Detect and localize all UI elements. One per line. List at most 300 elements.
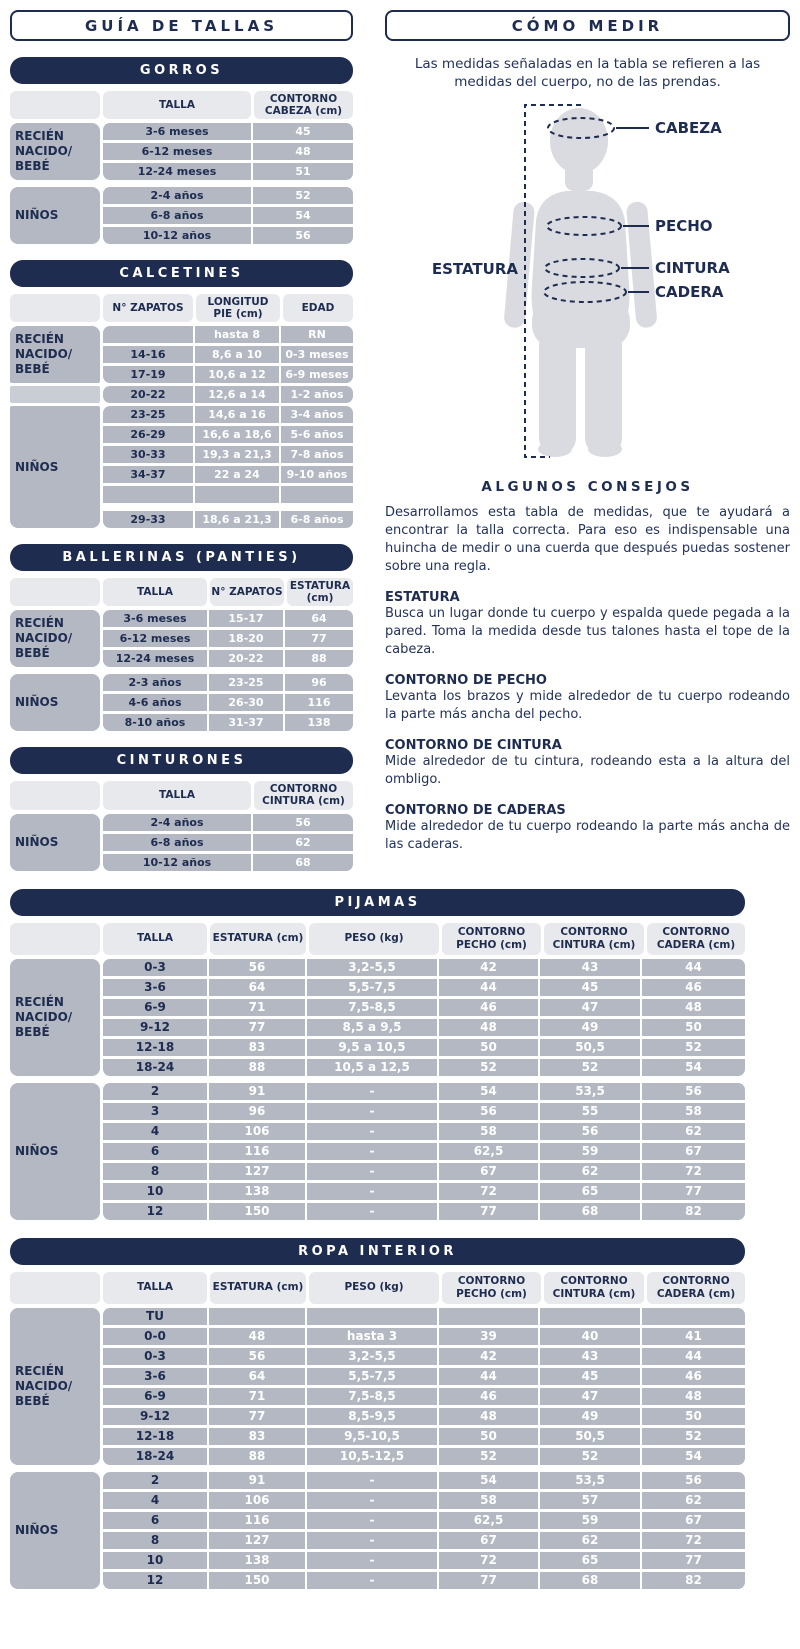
table-cell: 62	[642, 1123, 745, 1140]
table-cell: 30-33	[103, 446, 193, 463]
group-rows	[103, 123, 353, 180]
table-cell: 9-12	[103, 1408, 207, 1425]
calcetines-table	[10, 260, 353, 528]
table-cell: 0-3	[103, 959, 207, 976]
table-cell: 67	[439, 1532, 538, 1549]
table-group	[10, 386, 353, 403]
table-cell: 4-6 años	[103, 694, 207, 711]
table-cell: 45	[253, 123, 353, 140]
table-cell: 52	[540, 1448, 640, 1465]
table-cell: 67	[642, 1512, 745, 1529]
table-cell: hasta 8	[195, 326, 279, 343]
table-cell: 48	[439, 1019, 538, 1036]
table-cell	[642, 1308, 745, 1325]
table-cell: 56	[209, 1348, 305, 1365]
category-label: NIÑOS	[10, 187, 100, 244]
page-title: GUÍA DE TALLAS	[10, 10, 353, 41]
table-cell: 52	[439, 1448, 538, 1465]
table-cell: 6-9	[103, 1388, 207, 1405]
table-cell: 77	[439, 1572, 538, 1589]
table-group	[10, 959, 745, 1076]
ropa_interior-header-row	[10, 1272, 745, 1304]
table-row	[103, 1328, 745, 1345]
column-header: CONTORNO CINTURA (cm)	[544, 923, 644, 955]
table-cell: 5,5-7,5	[307, 979, 437, 996]
table-cell: 41	[642, 1328, 745, 1345]
table-cell: 1-2 años	[281, 386, 353, 403]
table-cell: 56	[642, 1083, 745, 1100]
table-row	[103, 630, 353, 647]
ballerinas-title-bar: BALLERINAS (PANTIES)	[10, 544, 353, 571]
gorros-header-row	[10, 91, 353, 119]
table-row	[103, 406, 353, 423]
table-cell: 62,5	[439, 1512, 538, 1529]
table-row	[103, 163, 353, 180]
table-cell	[209, 1308, 305, 1325]
table-cell: 62	[540, 1532, 640, 1549]
table-cell: -	[307, 1163, 437, 1180]
table-cell: 0-3 meses	[281, 346, 353, 363]
table-cell: 0-3	[103, 1348, 207, 1365]
table-cell: 14,6 a 16	[195, 406, 279, 423]
corner-cell	[10, 91, 100, 119]
table-cell: 62	[540, 1163, 640, 1180]
table-cell: -	[307, 1203, 437, 1220]
table-cell: 52	[642, 1428, 745, 1445]
consejo-section-text: Busca un lugar donde tu cuerpo y espalda quede pegada a la pared. Toma la medida desde tus talones hasta el tope de la cabeza.	[385, 606, 790, 658]
table-cell: 62	[642, 1492, 745, 1509]
table-group	[10, 674, 353, 731]
group-rows	[103, 1083, 745, 1220]
table-cell: 116	[209, 1143, 305, 1160]
table-cell	[103, 326, 193, 343]
column-header: CONTORNO CADERA (cm)	[647, 1272, 745, 1304]
group-rows	[103, 326, 353, 383]
table-cell: 72	[642, 1163, 745, 1180]
table-cell: 57	[540, 1492, 640, 1509]
table-cell: 7,5-8,5	[307, 1388, 437, 1405]
table-cell: 68	[540, 1572, 640, 1589]
table-cell: 77	[642, 1552, 745, 1569]
column-header: CONTORNO CADERA (cm)	[647, 923, 745, 955]
column-header: TALLA	[103, 91, 251, 119]
table-cell: 72	[439, 1552, 538, 1569]
table-cell: 64	[209, 1368, 305, 1385]
table-cell: 56	[642, 1472, 745, 1489]
table-cell: 50	[439, 1428, 538, 1445]
table-cell: -	[307, 1472, 437, 1489]
diagram-wrap	[385, 95, 790, 471]
table-cell: 10	[103, 1552, 207, 1569]
table-cell: 56	[253, 814, 353, 831]
table-cell: 8-10 años	[103, 714, 207, 731]
table-row	[103, 1308, 745, 1325]
table-cell: 82	[642, 1572, 745, 1589]
table-cell: 20-22	[103, 386, 193, 403]
table-row	[103, 854, 353, 871]
corner-cell	[10, 578, 100, 606]
wide-tables-area	[0, 871, 800, 1589]
table-cell: 51	[253, 163, 353, 180]
table-row	[103, 511, 353, 528]
category-label: RECIÉN NACIDO/ BEBÉ	[10, 959, 100, 1076]
table-cell: 127	[209, 1532, 305, 1549]
table-row	[103, 674, 353, 691]
table-row	[103, 1183, 745, 1200]
table-cell: 6	[103, 1143, 207, 1160]
table-cell: 55	[540, 1103, 640, 1120]
table-cell: 8,5-9,5	[307, 1408, 437, 1425]
table-cell: 22 a 24	[195, 466, 279, 483]
corner-cell	[10, 294, 100, 322]
table-cell: 56	[439, 1103, 538, 1120]
consejo-section	[385, 738, 790, 789]
table-cell: 9,5-10,5	[307, 1428, 437, 1445]
table-cell: 6-12 meses	[103, 143, 251, 160]
table-cell: 5-6 años	[281, 426, 353, 443]
cinturones-table	[10, 747, 353, 870]
table-row	[103, 1428, 745, 1445]
table-cell: 49	[540, 1019, 640, 1036]
category-label: NIÑOS	[10, 674, 100, 731]
table-cell: 6-8 años	[281, 511, 353, 528]
column-header: PESO (kg)	[309, 1272, 439, 1304]
table-cell: 56	[209, 959, 305, 976]
table-cell: 18-20	[209, 630, 283, 647]
table-cell: 52	[253, 187, 353, 204]
cintura-label: CINTURA	[655, 259, 730, 278]
table-cell: 56	[253, 227, 353, 244]
consejo-section-title: CONTORNO DE CINTURA	[385, 737, 562, 753]
table-row	[103, 834, 353, 851]
corner-cell	[10, 923, 100, 955]
gorros-title-bar: GORROS	[10, 57, 353, 84]
table-cell: 3-6 meses	[103, 123, 251, 140]
table-cell: 9,5 a 10,5	[307, 1039, 437, 1056]
table-cell: 12-24 meses	[103, 163, 251, 180]
table-cell: 6-8 años	[103, 834, 251, 851]
table-cell: 20-22	[209, 650, 283, 667]
table-group	[10, 123, 353, 180]
table-cell: 26-29	[103, 426, 193, 443]
table-cell: 14-16	[103, 346, 193, 363]
table-cell: 46	[439, 999, 538, 1016]
column-header: ESTATURA (cm)	[287, 578, 353, 606]
table-row	[103, 366, 353, 383]
table-row	[103, 999, 745, 1016]
table-group	[10, 610, 353, 667]
table-cell: 48	[253, 143, 353, 160]
table-row	[103, 187, 353, 204]
table-cell: 8,6 a 10	[195, 346, 279, 363]
table-cell: 3-6	[103, 1368, 207, 1385]
table-cell: 15-17	[209, 610, 283, 627]
table-cell: 40	[540, 1328, 640, 1345]
table-cell: 3-6 meses	[103, 610, 207, 627]
consejo-section-text: Mide alrededor de tu cuerpo rodeando la parte más ancha de las caderas.	[385, 818, 790, 852]
table-cell: 46	[642, 1368, 745, 1385]
table-cell: 3,2-5,5	[307, 1348, 437, 1365]
table-cell: 9-10 años	[281, 466, 353, 483]
consejos-text: Desarrollamos esta tabla de medidas, que te ayudará a encontrar la talla correcta. Para eso es indispensable una huincha de medir o una cuerda que después puedas sostener sobre una regla.	[385, 505, 790, 575]
table-cell: 138	[209, 1552, 305, 1569]
table-cell: 53,5	[540, 1083, 640, 1100]
group-rows	[103, 814, 353, 871]
table-cell: 52	[540, 1059, 640, 1076]
table-cell: 67	[642, 1143, 745, 1160]
table-cell: 48	[642, 999, 745, 1016]
table-cell: 91	[209, 1472, 305, 1489]
column-header: PESO (kg)	[309, 923, 439, 955]
table-row	[103, 446, 353, 463]
column-header: N° ZAPATOS	[210, 578, 284, 606]
table-row	[103, 1203, 745, 1220]
table-cell: 2-3 años	[103, 674, 207, 691]
table-cell: 77	[439, 1203, 538, 1220]
table-row	[103, 466, 353, 483]
table-cell: -	[307, 1552, 437, 1569]
table-cell: 4	[103, 1492, 207, 1509]
table-cell: 46	[642, 979, 745, 996]
pijamas-table	[10, 889, 745, 1220]
consejo-section-title: CONTORNO DE PECHO	[385, 673, 547, 688]
group-rows	[103, 187, 353, 244]
table-cell: 50	[642, 1019, 745, 1036]
cabeza-label: CABEZA	[655, 119, 722, 138]
table-cell: 44	[439, 1368, 538, 1385]
table-cell: 83	[209, 1039, 305, 1056]
category-label: RECIÉN NACIDO/ BEBÉ	[10, 610, 100, 667]
table-cell: 10	[103, 1183, 207, 1200]
table-cell: 43	[540, 1348, 640, 1365]
table-cell: 6-12 meses	[103, 630, 207, 647]
ballerinas-table	[10, 544, 353, 731]
table-cell: TU	[103, 1308, 207, 1325]
table-row	[103, 814, 353, 831]
table-cell	[281, 486, 353, 503]
table-cell: -	[307, 1512, 437, 1529]
table-cell: 77	[209, 1019, 305, 1036]
consejo-section-text: Mide alrededor de tu cintura, rodeando esta a la altura del ombligo.	[385, 753, 790, 787]
table-row	[103, 1512, 745, 1529]
table-cell: 0-0	[103, 1328, 207, 1345]
table-cell: 2	[103, 1083, 207, 1100]
table-cell: 77	[209, 1408, 305, 1425]
table-row	[103, 1368, 745, 1385]
consejo-section	[385, 673, 790, 724]
table-cell: 68	[540, 1203, 640, 1220]
column-header: TALLA	[103, 781, 251, 809]
table-cell: 52	[642, 1039, 745, 1056]
gorros-table	[10, 57, 353, 244]
table-cell: 12	[103, 1572, 207, 1589]
consejo-section	[385, 590, 790, 659]
group-rows	[103, 674, 353, 731]
table-cell: 116	[285, 694, 353, 711]
table-cell: 71	[209, 1388, 305, 1405]
table-cell: 96	[209, 1103, 305, 1120]
estatura-label: ESTATURA	[431, 260, 518, 279]
table-row	[103, 1472, 745, 1489]
table-cell: 3,2-5,5	[307, 959, 437, 976]
table-cell: 47	[540, 999, 640, 1016]
table-cell: 10,6 a 12	[195, 366, 279, 383]
table-cell: 45	[540, 979, 640, 996]
table-cell: 96	[285, 674, 353, 691]
table-cell: -	[307, 1183, 437, 1200]
table-cell	[439, 1308, 538, 1325]
como-medir-title: CÓMO MEDIR	[385, 10, 790, 41]
ropa-interior-table	[10, 1238, 745, 1589]
table-group	[10, 406, 353, 528]
category-label: RECIÉN NACIDO/ BEBÉ	[10, 1308, 100, 1465]
table-row	[103, 1123, 745, 1140]
table-cell: 44	[642, 959, 745, 976]
table-row	[103, 1039, 745, 1056]
table-cell: hasta 3	[307, 1328, 437, 1345]
table-cell	[195, 486, 279, 503]
table-cell: 8	[103, 1532, 207, 1549]
table-cell: 54	[642, 1059, 745, 1076]
table-cell: 23-25	[103, 406, 193, 423]
table-row	[103, 207, 353, 224]
consejos-title: ALGUNOS CONSEJOS	[481, 479, 694, 496]
table-cell: 43	[540, 959, 640, 976]
table-cell: 54	[642, 1448, 745, 1465]
category-label: NIÑOS	[10, 1083, 100, 1220]
table-cell: 26-30	[209, 694, 283, 711]
right-column	[385, 10, 790, 871]
table-cell: 12-24 meses	[103, 650, 207, 667]
table-cell: 3-4 años	[281, 406, 353, 423]
ballerinas-groups	[10, 610, 353, 731]
table-cell: 49	[540, 1408, 640, 1425]
table-row	[103, 1408, 745, 1425]
table-cell: 7,5-8,5	[307, 999, 437, 1016]
group-rows	[103, 1472, 745, 1589]
table-row	[103, 426, 353, 443]
group-rows	[103, 1308, 745, 1465]
calcetines-header-row	[10, 294, 353, 322]
table-cell: 138	[209, 1183, 305, 1200]
category-label: NIÑOS	[10, 406, 100, 528]
table-cell: 56	[540, 1123, 640, 1140]
table-row	[103, 486, 353, 503]
table-cell: 19,3 a 21,3	[195, 446, 279, 463]
table-row	[103, 1492, 745, 1509]
table-cell: 59	[540, 1512, 640, 1529]
ballerinas-header-row	[10, 578, 353, 606]
table-cell: 31-37	[209, 714, 283, 731]
table-row	[103, 386, 353, 403]
table-cell: 64	[285, 610, 353, 627]
table-cell: 44	[439, 979, 538, 996]
table-cell: 58	[439, 1492, 538, 1509]
table-cell: 50,5	[540, 1039, 640, 1056]
table-row	[103, 123, 353, 140]
table-cell: 48	[439, 1408, 538, 1425]
table-cell: 12,6 a 14	[195, 386, 279, 403]
table-row	[103, 1348, 745, 1365]
table-row	[103, 610, 353, 627]
table-cell: 48	[642, 1388, 745, 1405]
table-row	[103, 1572, 745, 1589]
table-cell: 18-24	[103, 1448, 207, 1465]
table-cell: 52	[439, 1059, 538, 1076]
table-cell	[540, 1308, 640, 1325]
column-header: ESTATURA (cm)	[210, 923, 306, 955]
table-cell: 10-12 años	[103, 854, 251, 871]
table-cell: 29-33	[103, 511, 193, 528]
table-cell: 6	[103, 1512, 207, 1529]
cinturones-title-bar: CINTURONES	[10, 747, 353, 774]
calcetines-groups	[10, 326, 353, 528]
table-cell: -	[307, 1143, 437, 1160]
table-cell: 3	[103, 1103, 207, 1120]
table-group	[10, 326, 353, 383]
table-cell: 64	[209, 979, 305, 996]
ropa_interior-groups	[10, 1308, 745, 1589]
table-row	[103, 143, 353, 160]
table-row	[103, 979, 745, 996]
consejo-section-title: ESTATURA	[385, 590, 460, 606]
table-row	[103, 1448, 745, 1465]
group-rows	[103, 386, 353, 403]
column-header: EDAD	[283, 294, 353, 322]
column-header: N° ZAPATOS	[103, 294, 193, 322]
column-header: LONGITUD PIE (cm)	[196, 294, 280, 322]
table-cell: 46	[439, 1388, 538, 1405]
table-cell: 150	[209, 1572, 305, 1589]
table-cell: 18-24	[103, 1059, 207, 1076]
table-cell: 12-18	[103, 1039, 207, 1056]
table-cell: 45	[540, 1368, 640, 1385]
category-label	[10, 386, 100, 403]
table-cell: 50	[642, 1408, 745, 1425]
table-row	[103, 1552, 745, 1569]
table-cell: 106	[209, 1492, 305, 1509]
table-row	[103, 650, 353, 667]
consejo-section-text: Levanta los brazos y mide alrededor de tu cuerpo rodeando la parte más ancha del pecho.	[385, 689, 790, 722]
table-cell: 58	[642, 1103, 745, 1120]
table-cell: 138	[285, 714, 353, 731]
table-cell: 6-9 meses	[281, 366, 353, 383]
category-label: NIÑOS	[10, 814, 100, 871]
consejos-sections	[385, 590, 790, 853]
column-header: TALLA	[103, 1272, 207, 1304]
table-cell: 54	[439, 1083, 538, 1100]
table-group	[10, 1472, 745, 1589]
table-row	[103, 1083, 745, 1100]
table-row	[103, 1532, 745, 1549]
group-rows	[103, 406, 353, 528]
column-header: TALLA	[103, 923, 207, 955]
table-cell: 83	[209, 1428, 305, 1445]
table-cell: 17-19	[103, 366, 193, 383]
column-header: CONTORNO CINTURA (cm)	[544, 1272, 644, 1304]
table-cell: 2-4 años	[103, 187, 251, 204]
table-cell: 2-4 años	[103, 814, 251, 831]
pijamas-groups	[10, 959, 745, 1220]
consejo-section	[385, 803, 790, 854]
table-cell: 50	[439, 1039, 538, 1056]
table-cell: 47	[540, 1388, 640, 1405]
table-cell: -	[307, 1492, 437, 1509]
table-row	[103, 346, 353, 363]
column-header: CONTORNO PECHO (cm)	[442, 1272, 541, 1304]
consejo-section-title: CONTORNO DE CADERAS	[385, 802, 566, 818]
group-rows	[103, 959, 745, 1076]
